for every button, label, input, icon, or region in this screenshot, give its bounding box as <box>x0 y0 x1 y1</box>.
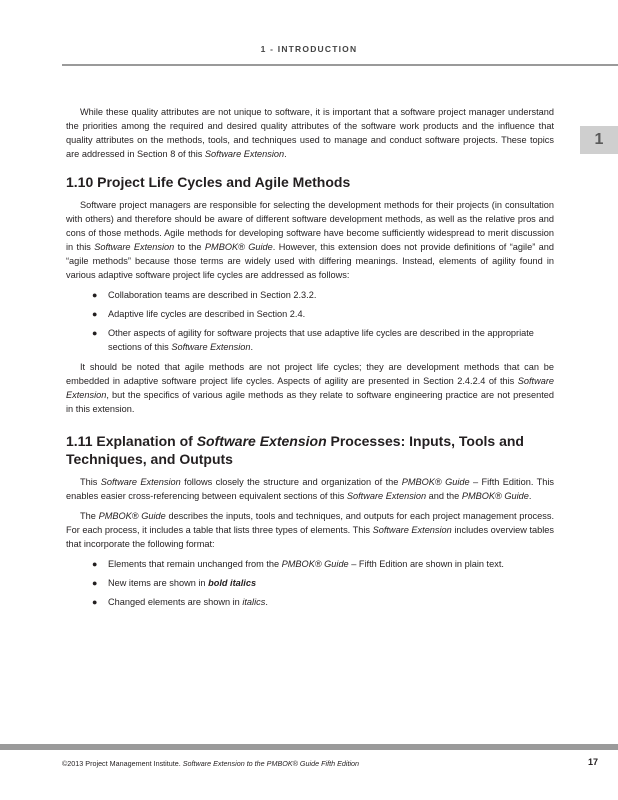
header-rule <box>62 64 618 66</box>
page-number: 17 <box>587 757 598 767</box>
section-1-11-heading: 1.11 Explanation of Software Extension Processes: Inputs, Tools and Techniques, and Outputs <box>66 433 524 467</box>
bullet-icon: ● <box>92 597 98 607</box>
bullet-icon: ● <box>92 309 98 319</box>
running-header: 1 - INTRODUCTION <box>260 44 358 54</box>
section-1-10-paragraph-1: Software project managers are responsible for selecting the development methods for their projects (in consultation with others) and therefore should be aware of different software development methods, as well as the relative pros and cons of those methods. Agile methods for developing software have become sufficiently widespread to merit discussion in this Software Extension to the PMBOK® Guide. However, this extension does not provide definitions of “agile” and “agile methods” because those terms are widely used with differing meanings. Instead, elements of agility found in various adaptive software project life cycles are addressed as follows: <box>66 200 554 280</box>
footer-rule <box>0 744 618 750</box>
bullet-icon: ● <box>92 559 98 569</box>
list-item: ● New items are shown in bold italics <box>92 578 257 588</box>
section-1-11-bullet-list <box>66 557 554 609</box>
section-1-10-paragraph-2: It should be noted that agile methods are not project life cycles; they are development methods that can be embedded in adaptive software project life cycles. Aspects of agility are presented in Section 2.4.2.4 of this Software Extension, but the specifics of various agile methods as they relate to software engineering practice are not presented in this extension. <box>66 362 554 414</box>
bullet-icon: ● <box>92 328 98 338</box>
list-item: ● Changed elements are shown in italics. <box>92 597 268 607</box>
section-1-11-paragraph-1: This Software Extension follows closely the structure and organization of the PMBOK® Guide – Fifth Edition. This enables easier cross-referencing between equivalent sections of this Software Extension and the PMBOK® Guide. <box>66 477 554 501</box>
footer-copyright: ©2013 Project Management Institute. Software Extension to the PMBOK® Guide Fifth Edition <box>62 759 360 768</box>
list-item: ● Elements that remain unchanged from the PMBOK® Guide – Fifth Edition are shown in plain text. <box>92 559 504 569</box>
intro-paragraph: While these quality attributes are not unique to software, it is important that a software project manager understand the priorities among the required and desired quality attributes of the software work products and the influence that quality attributes on the methods, tools, and techniques used to manage and conduct software projects. These topics are addressed in Section 8 of this Software Extension. <box>66 107 554 159</box>
bullet-icon: ● <box>92 290 98 300</box>
section-1-10-bullet-list <box>66 288 554 354</box>
chapter-tab: 1 <box>580 126 618 154</box>
list-item: ● Collaboration teams are described in Section 2.3.2. <box>92 290 317 300</box>
bullet-icon: ● <box>92 578 98 588</box>
list-item: ● Other aspects of agility for software projects that use adaptive life cycles are described in the appropriate sections of this Software Extension. <box>92 328 534 352</box>
page-body <box>66 105 554 615</box>
list-item: ● Adaptive life cycles are described in Section 2.4. <box>92 309 306 319</box>
section-1-10-heading: 1.10 Project Life Cycles and Agile Methods <box>66 174 351 190</box>
section-1-11-paragraph-2: The PMBOK® Guide describes the inputs, tools and techniques, and outputs for each project management process. For each process, it includes a table that lists three types of elements. This Software Extension includes overview tables that incorporate the following format: <box>66 511 554 549</box>
